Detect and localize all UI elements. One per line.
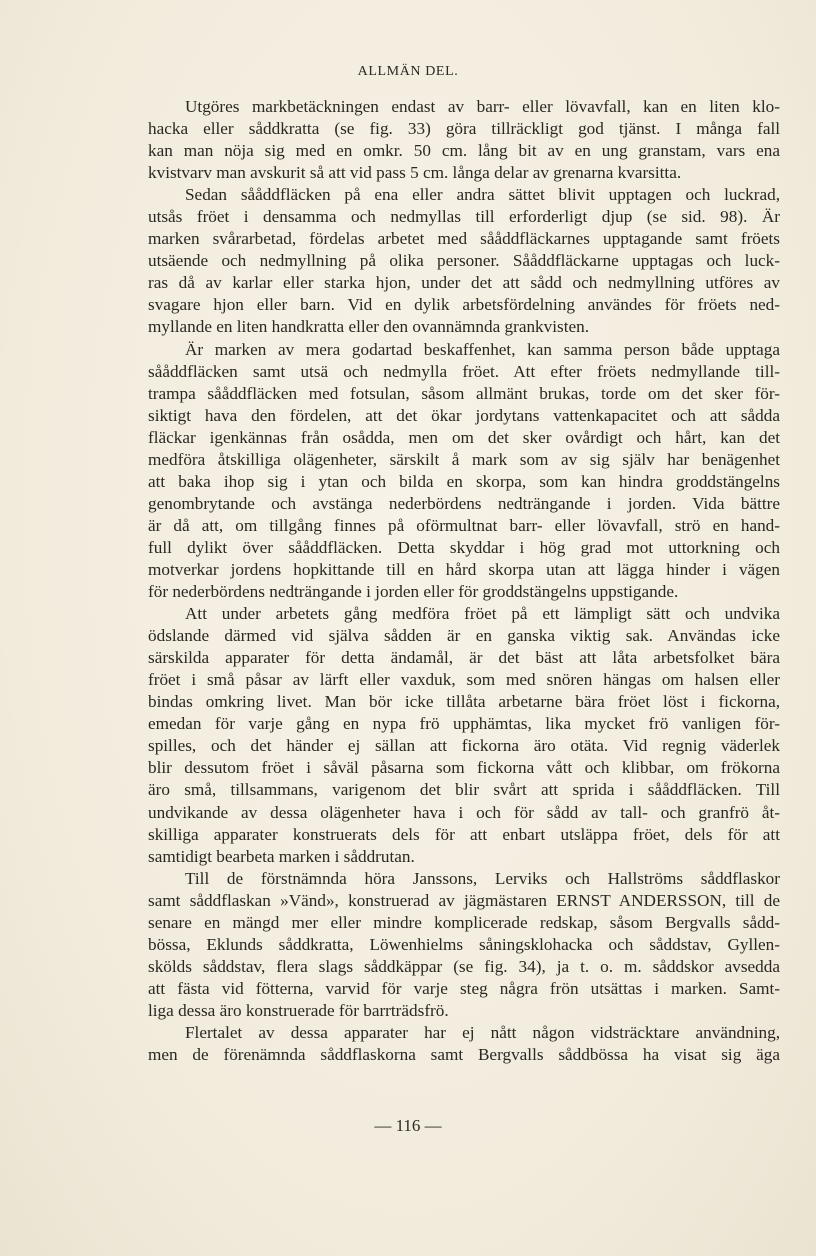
text-line: särskilda apparater för detta ändamål, är det bäst att låta arbetsfolket bära — [148, 648, 780, 668]
text-line: samtidigt bearbeta marken i såddrutan. — [148, 846, 415, 866]
text-line: samt såddflaskan »Vänd», konstruerad av jägmästaren ERNST ANDERSSON, till de — [148, 890, 780, 910]
text-line: senare en mängd mer eller mindre komplicerade redskap, såsom Bergvalls sådd- — [148, 912, 780, 932]
text-line: hacka eller såddkratta (se fig. 33) göra tillräckligt god tjänst. I många fall — [148, 119, 780, 139]
page-number: — 116 — — [374, 1116, 442, 1135]
text-line: undvikande av dessa olägenheter hava i och för sådd av tall- och granfrö åt- — [148, 802, 780, 822]
text-line: ödslande därmed vid själva sådden är en ganska viktig sak. Användas icke — [148, 626, 780, 646]
text-line: utsås fröet i densamma och nedmyllas till erforderligt djup (se sid. 98). Är — [148, 207, 780, 227]
text-line: att fästa vid fötterna, varvid för varje steg några frön utsättas i marken. Samt- — [148, 978, 780, 998]
text-line: Flertalet av dessa apparater har ej nått någon vidsträcktare användning, — [185, 1022, 780, 1042]
text-line: Att under arbetets gång medföra fröet på ett lämpligt sätt och undvika — [185, 604, 780, 624]
text-line: äro små, tillsammans, varigenom det blir svårt att sprida i sååddfläcken. Till — [148, 780, 780, 800]
text-line: full dylikt över sååddfläcken. Detta skyddar i hög grad mot uttorkning och — [148, 537, 780, 557]
text-line: trampa sååddfläcken med fotsulan, såsom allmänt brukas, torde om det sker för- — [148, 383, 780, 403]
paragraph-6 — [111, 1022, 780, 1066]
text-line: spilles, och det händer ej sällan att fickorna äro otäta. Vid regnig väderlek — [148, 736, 780, 756]
text-line: liga dessa äro konstruerade för barrträdsfrö. — [148, 1000, 449, 1020]
paragraph-2 — [111, 184, 780, 338]
paragraph-3 — [111, 339, 780, 604]
text-line: fläckar igenkännas från osådda, men om det sker ovårdigt och hårt, kan det — [148, 427, 780, 447]
text-line: genombrytande och avstänga nederbördens nedträngande i jorden. Vida bättre — [148, 493, 780, 513]
paragraph-5 — [111, 868, 780, 1022]
text-line: bindas omkring livet. Man bör icke tillåta arbetarne bära fröet löst i fickorna, — [148, 692, 780, 712]
text-line: för nederbördens nedträngande i jorden eller för groddstängelns uppstigande. — [148, 582, 679, 602]
text-line: ras då av karlar eller starka hjon, under det att sådd och nedmyllning utföres av — [148, 273, 780, 293]
text-line: Är marken av mera godartad beskaffenhet, kan samma person både upptaga — [185, 339, 780, 359]
text-line: marken svårarbetad, fördelas arbetet med sååddfläckarnes upptagande samt fröets — [148, 229, 780, 249]
text-line: men de förenämnda såddflaskorna samt Bergvalls såddbössa ha visat sig äga — [148, 1045, 780, 1065]
text-line: Sedan sååddfläcken på ena eller andra sättet blivit upptagen och luckrad, — [185, 185, 780, 205]
paragraph-1 — [111, 96, 780, 184]
paragraph-4 — [111, 603, 780, 868]
text-line: kvistvarv man avskurit så att vid pass 5 cm. långa delar av grenarna kvarsitta. — [148, 163, 682, 183]
text-line: blir dessutom fröet i såväl påsarna som fickorna vått och klibbar, om frökorna — [148, 758, 780, 778]
text-line: kan man nöja sig med en omkr. 50 cm. lång bit av en ung granstam, vars ena — [148, 141, 780, 161]
text-line: svagare hjon eller barn. Vid en dylik arbetsfördelning användes för fröets ned- — [148, 295, 780, 315]
text-line: skölds såddstav, flera slags såddkäppar (se fig. 34), ja t. o. m. såddskor avsedda — [148, 956, 780, 976]
text-line: Utgöres markbetäckningen endast av barr- eller lövavfall, kan en liten klo- — [185, 97, 780, 116]
body-text — [111, 96, 780, 1066]
running-head: ALLMÄN DEL. — [357, 64, 459, 79]
text-line: sååddfläcken samt utsä och nedmylla fröet. Att efter fröets nedmyllande till- — [148, 361, 780, 381]
text-line: bössa, Eklunds såddkratta, Löwenhielms såningsklohacka och såddstav, Gyllen- — [148, 934, 780, 954]
text-line: skilliga apparater konstruerats dels för att enbart utsläppa fröet, dels för att — [148, 824, 780, 844]
text-line: utsäende och nedmyllning på olika personer. Sååddfläckarne upptagas och luck- — [148, 251, 780, 271]
text-line: medföra åtskilliga olägenheter, särskilt å mark som av sig själv har benägenhet — [148, 449, 780, 469]
text-line: motverkar jordens hopkittande till en hård skorpa utan att lägga hinder i vägen — [148, 559, 780, 579]
text-line: att baka ihop sig i ytan och bilda en skorpa, som kan hindra groddstängelns — [148, 471, 780, 491]
text-line: är då att, om tillgång finnes på oförmultnat barr- eller lövavfall, strö en hand- — [148, 515, 780, 535]
text-line: fröet i små påsar av lärft eller vaxduk, som med snören hängas om halsen eller — [148, 670, 780, 690]
text-line: emedan för varje gång en nypa frö upphämtas, lika mycket frö vanligen för- — [148, 714, 780, 734]
text-line: Till de förstnämnda höra Janssons, Lerviks och Hallströms såddflaskor — [185, 868, 780, 888]
text-line: siktigt hava den fördelen, att det ökar jordytans vattenkapacitet och att sådda — [148, 405, 780, 425]
text-line: myllande en liten handkratta eller den ovannämnda grankvisten. — [148, 317, 589, 337]
